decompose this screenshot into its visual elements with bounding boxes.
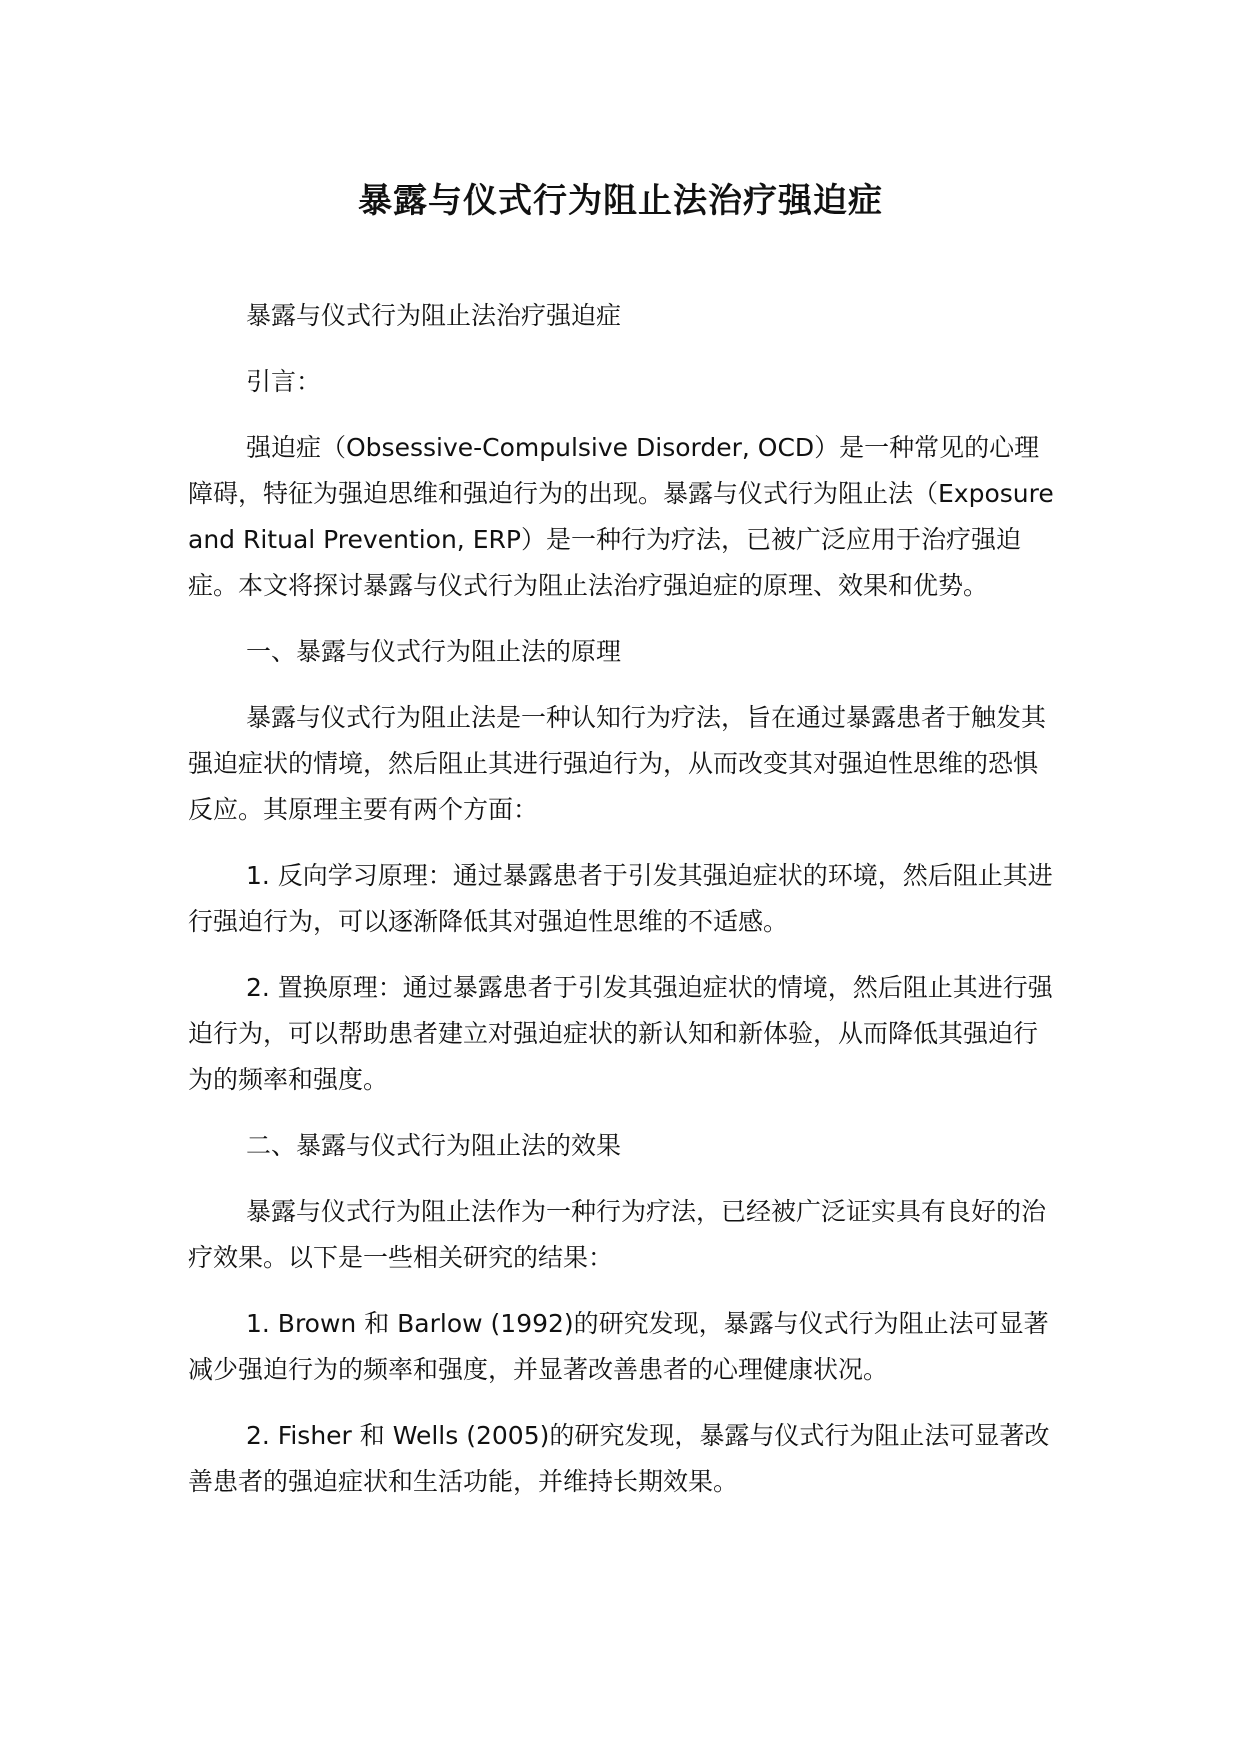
effect-item-1: 1. Brown 和 Barlow (1992)的研究发现，暴露与仪式行为阻止法可显著减少强迫行为的频率和强度，并显著改善患者的心理健康状况。 bbox=[188, 1309, 1049, 1384]
document-title: 暴露与仪式行为阻止法治疗强迫症 bbox=[358, 181, 883, 221]
effect-paragraph: 暴露与仪式行为阻止法作为一种行为疗法，已经被广泛证实具有良好的治疗效果。以下是一些相关研究的结果： bbox=[188, 1197, 1047, 1272]
section-heading-effect: 二、暴露与仪式行为阻止法的效果 bbox=[246, 1131, 622, 1160]
principle-paragraph: 暴露与仪式行为阻止法是一种认知行为疗法，旨在通过暴露患者于触发其强迫症状的情境，然后阻止其进行强迫行为，从而改变其对强迫性思维的恐惧反应。其原理主要有两个方面： bbox=[188, 703, 1047, 824]
subtitle-paragraph: 暴露与仪式行为阻止法治疗强迫症 bbox=[246, 301, 622, 330]
section-heading-principle: 一、暴露与仪式行为阻止法的原理 bbox=[246, 637, 622, 666]
principle-item-2: 2. 置换原理：通过暴露患者于引发其强迫症状的情境，然后阻止其进行强迫行为，可以帮助患者建立对强迫症状的新认知和新体验，从而降低其强迫行为的频率和强度。 bbox=[188, 973, 1053, 1094]
intro-paragraph: 强迫症（Obsessive-Compulsive Disorder, OCD）是一种常见的心理障碍，特征为强迫思维和强迫行为的出现。暴露与仪式行为阻止法（Exposure and Ritual Prevention, ERP）是一种行为疗法，已被广泛应用于治疗强迫症。本文将探讨暴露与仪式行为阻止法治疗强迫症的原理、效果和优势。 bbox=[188, 433, 1054, 600]
document-body bbox=[188, 293, 1056, 1525]
principle-item-1: 1. 反向学习原理：通过暴露患者于引发其强迫症状的环境，然后阻止其进行强迫行为，可以逐渐降低其对强迫性思维的不适感。 bbox=[188, 861, 1053, 936]
intro-heading: 引言： bbox=[246, 367, 322, 396]
effect-item-2: 2. Fisher 和 Wells (2005)的研究发现，暴露与仪式行为阻止法可显著改善患者的强迫症状和生活功能，并维持长期效果。 bbox=[188, 1421, 1050, 1496]
